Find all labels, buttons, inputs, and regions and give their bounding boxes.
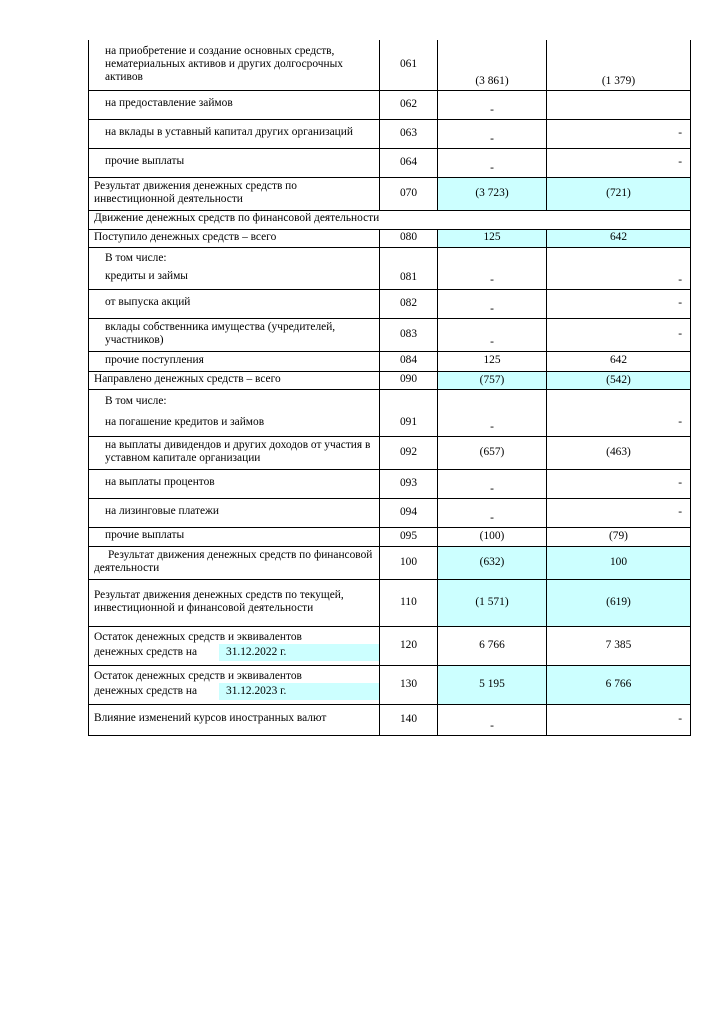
row-code: 120	[380, 626, 438, 665]
row-label: вклады собственника имущества (учредителей, участников)	[89, 318, 380, 351]
value-current: -	[438, 704, 547, 735]
table-row	[89, 40, 691, 90]
value-current: 5 195	[438, 665, 547, 704]
value-previous: 642	[547, 351, 691, 371]
table-row	[89, 527, 691, 546]
row-label	[89, 389, 380, 436]
row-code: 083	[380, 318, 438, 351]
row-code: 092	[380, 436, 438, 469]
date-field: 31.12.2022 г.	[219, 644, 379, 661]
value-previous: -	[547, 469, 691, 498]
value-previous: (542)	[547, 371, 691, 389]
table-row	[89, 704, 691, 735]
row-code: 095	[380, 527, 438, 546]
table-row	[89, 579, 691, 626]
row-code: 093	[380, 469, 438, 498]
row-code: 063	[380, 119, 438, 148]
row-label-main: кредиты и займы	[105, 269, 188, 282]
row-label: прочие поступления	[89, 351, 380, 371]
value-previous: -	[547, 498, 691, 527]
cash-flow-table	[88, 40, 691, 736]
value-current: 125	[438, 351, 547, 371]
row-label	[89, 665, 380, 704]
table-row	[89, 318, 691, 351]
table-row	[89, 351, 691, 371]
value-current: (3 861)	[438, 40, 547, 90]
table-row	[89, 389, 691, 436]
row-label: Поступило денежных средств – всего	[89, 229, 380, 247]
row-label: на выплаты процентов	[89, 469, 380, 498]
row-label: на предоставление займов	[89, 90, 380, 119]
row-code: 061	[380, 40, 438, 90]
row-label: Результат движения денежных средств по текущей, инвестиционной и финансовой деятельности	[89, 579, 380, 626]
table-row	[89, 371, 691, 389]
value-previous: -	[547, 389, 691, 436]
row-code: 110	[380, 579, 438, 626]
value-current: -	[438, 469, 547, 498]
table-row	[89, 119, 691, 148]
row-label: на лизинговые платежи	[89, 498, 380, 527]
row-code: 084	[380, 351, 438, 371]
value-previous: -	[547, 318, 691, 351]
row-label: прочие выплаты	[89, 527, 380, 546]
row-label: Результат движения денежных средств по финансовой деятельности	[89, 546, 380, 579]
row-label-main: Остаток денежных средств и эквивалентов	[94, 669, 302, 682]
value-previous: 642	[547, 229, 691, 247]
row-code: 081	[380, 247, 438, 289]
value-current: -	[438, 289, 547, 318]
value-current: (757)	[438, 371, 547, 389]
value-current: (3 723)	[438, 177, 547, 210]
table-row	[89, 247, 691, 289]
section-header: Движение денежных средств по финансовой деятельности	[89, 210, 691, 229]
row-label-intro: В том числе:	[105, 252, 167, 265]
table-row	[89, 436, 691, 469]
row-label: на вклады в уставный капитал других организаций	[89, 119, 380, 148]
value-previous: 7 385	[547, 626, 691, 665]
value-previous: 6 766	[547, 665, 691, 704]
row-label: Влияние изменений курсов иностранных валют	[89, 704, 380, 735]
table-row	[89, 177, 691, 210]
row-label	[89, 247, 380, 289]
value-current: -	[438, 247, 547, 289]
row-label: Направлено денежных средств – всего	[89, 371, 380, 389]
row-code: 140	[380, 704, 438, 735]
row-code: 090	[380, 371, 438, 389]
row-label-tail: денежных средств на	[94, 645, 198, 658]
row-label-main: Остаток денежных средств и эквивалентов	[94, 630, 302, 643]
value-current: (1 571)	[438, 579, 547, 626]
table-row	[89, 665, 691, 704]
section-header-row	[89, 210, 691, 229]
value-previous	[547, 90, 691, 119]
row-label: на выплаты дивидендов и других доходов от участия в уставном капитале организации	[89, 436, 380, 469]
value-current: (100)	[438, 527, 547, 546]
value-previous: (79)	[547, 527, 691, 546]
table-row	[89, 90, 691, 119]
row-label	[89, 626, 380, 665]
row-label: на приобретение и создание основных средств, нематериальных активов и других долгосрочных активов	[89, 40, 380, 90]
row-code: 082	[380, 289, 438, 318]
row-label-intro: В том числе:	[105, 394, 167, 407]
value-current: -	[438, 389, 547, 436]
row-code: 091	[380, 389, 438, 436]
value-current: -	[438, 119, 547, 148]
row-code: 100	[380, 546, 438, 579]
row-label-tail: денежных средств на	[94, 684, 198, 697]
row-label: Результат движения денежных средств по инвестиционной деятельности	[89, 177, 380, 210]
value-previous: (463)	[547, 436, 691, 469]
row-code: 062	[380, 90, 438, 119]
value-current: -	[438, 498, 547, 527]
value-current: -	[438, 318, 547, 351]
table-row	[89, 469, 691, 498]
value-current: 125	[438, 229, 547, 247]
value-previous: (1 379)	[547, 40, 691, 90]
table-row	[89, 229, 691, 247]
value-previous: (721)	[547, 177, 691, 210]
value-current: (657)	[438, 436, 547, 469]
row-label: от выпуска акций	[89, 289, 380, 318]
row-code: 070	[380, 177, 438, 210]
row-code: 064	[380, 148, 438, 177]
table-row	[89, 498, 691, 527]
row-code: 080	[380, 229, 438, 247]
table-row	[89, 546, 691, 579]
value-previous: -	[547, 247, 691, 289]
row-code: 094	[380, 498, 438, 527]
value-current: (632)	[438, 546, 547, 579]
value-previous: -	[547, 119, 691, 148]
value-current: -	[438, 90, 547, 119]
value-previous: -	[547, 289, 691, 318]
value-previous: -	[547, 704, 691, 735]
row-label: прочие выплаты	[89, 148, 380, 177]
row-label-main: на погашение кредитов и займов	[105, 416, 265, 428]
table-row	[89, 289, 691, 318]
table-row	[89, 148, 691, 177]
value-current: 6 766	[438, 626, 547, 665]
date-field: 31.12.2023 г.	[219, 683, 379, 700]
value-previous: 100	[547, 546, 691, 579]
row-code: 130	[380, 665, 438, 704]
value-current: -	[438, 148, 547, 177]
value-previous: -	[547, 148, 691, 177]
table-row	[89, 626, 691, 665]
value-previous: (619)	[547, 579, 691, 626]
